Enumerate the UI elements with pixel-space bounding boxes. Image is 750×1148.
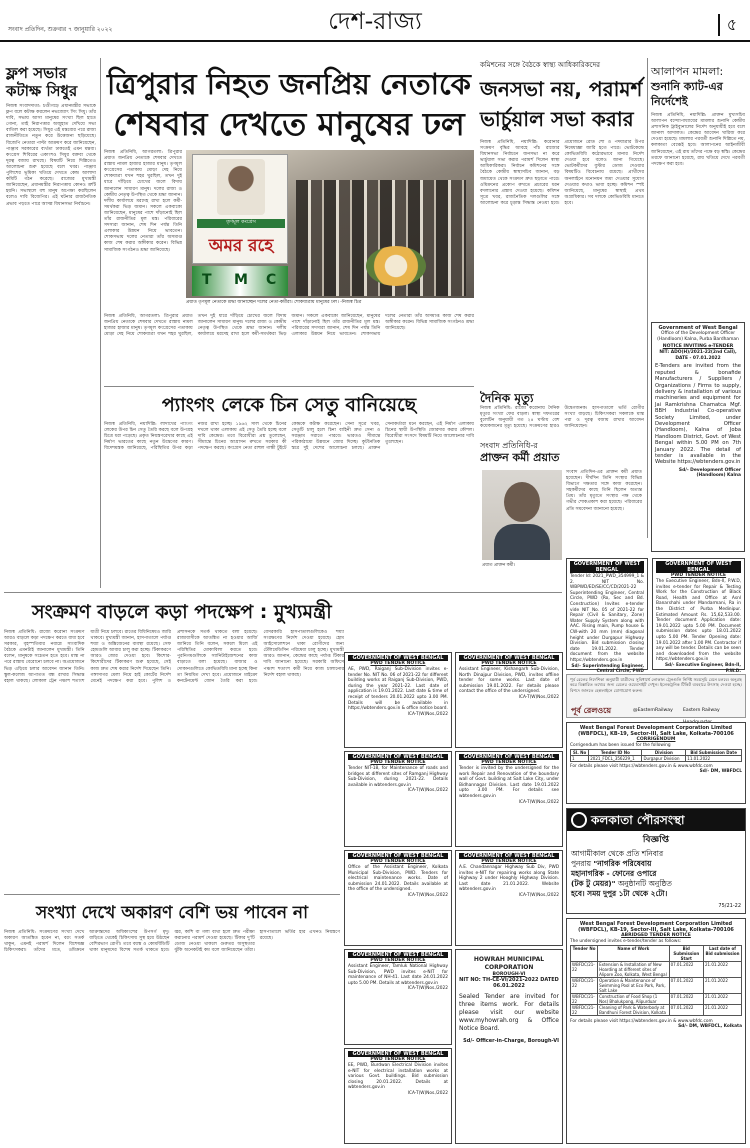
small-ad-head: PWD TENDER NOTICE xyxy=(370,1057,426,1062)
flag-letter-m: M xyxy=(234,272,248,288)
obit-body: নিজস্ব প্রতিনিধি: রাজ্যে করোনায় দৈনিক মৃত্যুর সংখ্যা ফের বাড়ল। স্বাস্থ্য দফতরের বুলেটিন অনুযায়ী গত ২৪ ঘণ্টায় বেশ কয়েকজনের মৃত্যু হয়েছে। সংক্রমণের হারও উদ্বেগজনক। হাসপাতালে ভর্তি রোগীর সংখ্যা বাড়ছে। চিকিৎসকরা সকলকে মাস্ক পরা ও দূরত্ব বজায় রাখার আবেদন জানিয়েছেন। xyxy=(480,406,644,430)
small-ad-govt: GOVERNMENT OF WEST BENGAL xyxy=(459,754,559,760)
col-divider-right xyxy=(647,58,648,538)
howrah-nit: NIT NO: TH-CE-VI/2021-2022 DATED 06.01.2022 xyxy=(459,977,559,989)
ad-wbfdcl-corrigendum xyxy=(566,722,746,804)
story-sidhu-title: ফ্লপ সভার কটাক্ষ সিধুর xyxy=(6,64,78,100)
cell: Cleaning of Park & Waterbody at Bandhuni Forest Division, Kolkata xyxy=(598,1004,669,1015)
tripura-body-cont xyxy=(104,314,474,382)
banner-text: অমর রহে xyxy=(208,236,274,256)
small-ad-head: PWD TENDER NOTICE xyxy=(481,859,537,864)
wbfdcl2-title: West Bengal Forest Development Corporation Limited (WBFDCL), KB-19, Sector-III, Salt Lake, Kolkata-700106 xyxy=(578,921,734,933)
cell: WBFDC/21-22 xyxy=(571,1004,598,1015)
wbfdcl1-cell-0: 1 xyxy=(571,755,589,761)
cell: 21.01.2022 xyxy=(703,1004,741,1015)
wbfdcl1-sign: Sd/- DM, WBFDCL xyxy=(699,769,742,775)
wbfdcl2-table xyxy=(570,945,742,1016)
table-row xyxy=(571,1004,742,1015)
wbfdcl1-cell-3: 11.01.2022 xyxy=(686,755,742,761)
wbfdcl1-col-3: Bid Submission Date xyxy=(686,749,742,755)
small-ad-head: PWD TENDER NOTICE xyxy=(481,760,537,765)
small-ad-ref: ICA-T(W)Nos./2022 xyxy=(518,799,559,805)
sankraman-title: সংক্রমণ বাড়লে কড়া পদক্ষেপ : মুখ্যমন্ত্রী xyxy=(32,601,332,623)
wbfdcl2-sign: Sd/- DM, WBFDCL, Kolkata xyxy=(678,1024,742,1030)
wbfdcl1-text: Corrigendum has been issued for the following xyxy=(570,743,671,748)
wbfdcl1-col-2: Division xyxy=(642,749,686,755)
small-ad-6 xyxy=(455,850,563,946)
masthead-rule xyxy=(0,40,750,42)
ad-handloom-tender xyxy=(651,322,745,552)
small-ad-ref: ICA-T(W)Nos./2022 xyxy=(407,788,448,794)
small-ad-govt: GOVERNMENT OF WEST BENGAL xyxy=(348,1051,448,1057)
wbfdcl1-cell-2: Durgapur Division xyxy=(642,755,686,761)
small-ad-1 xyxy=(344,652,452,748)
page-number: ৫ xyxy=(718,14,742,36)
small-ad-5 xyxy=(344,850,452,946)
wbfdcl1-more: For details please visit https://wbtenders.gov.in & www.wbfdc.com xyxy=(570,763,713,769)
small-ad-govt: GOVERNMENT OF WEST BENGAL xyxy=(459,853,559,859)
cell: 21.01.2022 xyxy=(703,977,741,993)
ad-howrah xyxy=(455,949,563,1144)
ad-handloom-nit: NIT: ADO(H)/2021-22(2nd Call), DATE - 07.01.2022 xyxy=(659,350,737,361)
small-ad-text: Tender is invited by the undersigned for the work Repair and Renovation of the boundary wall of Govt. building at Salt Lake City, under Bidhannagar Division. Last date 19.01.2022 upto 3.00 PM. For details see wbtenders.gov.in xyxy=(459,766,559,799)
masthead-date: সংবাদ প্রতিদিন, শুক্রবার ৭ জানুয়ারি ২০২২ xyxy=(8,26,113,33)
kmc-line5: অনুষ্ঠানটি অনুষ্ঠিত xyxy=(617,879,672,888)
flag-strip xyxy=(192,266,288,296)
tripura-caption: প্রয়াত তৃণমূল নেতাকে শ্রদ্ধা জানাচ্ছেন দলের নেতা-কর্মীরা। শোকযাত্রায় মানুষের ঢল। -নিজস্ব চিত্র xyxy=(186,300,362,305)
er-handle: @EasternRailway xyxy=(633,708,673,713)
small-ad-ref: ICA-T(W)Nos./2022 xyxy=(407,986,448,992)
story-sidhu-body: নিজস্ব সংবাদদাতা: চণ্ডীগড়ে প্রধানমন্ত্রীর সভাকে ফ্লপ বলে কটাক্ষ করলেন নভজ্যোৎ সিং সিধু। তাঁর দাবি, সভায় আসা মানুষের সংখ্যা ছিল হাতে গোনা, তাই নিরাপত্তার অজুহাত দেখিয়ে সভা বাতিল করা হয়েছে। সিধুর এই মন্তব্যের পরে রাজ্য রাজনীতিতে নতুন করে উত্তেজনা ছড়িয়েছে। বিজেপি নেতারা পাল্টা আক্রমণ করে জানিয়েছেন, পাঞ্জাব সরকারের ব্যর্থতা ঢাকতেই এমন মন্তব্য। কংগ্রেস শিবিরের একাংশও সিধুর বক্তব্য থেকে দূরত্ব বজায় রাখছে। বিষয়টি নিয়ে দিল্লিতেও আলোচনা শুরু হয়েছে বলে খবর। পাঞ্জাব পুলিশের ভূমিকা খতিয়ে দেখতে কেন্দ্র আলাদা কমিটি গঠন করেছে। রাজ্যের মুখ্যমন্ত্রী জানিয়েছেন, প্রধানমন্ত্রীর নিরাপত্তায় কোনও ত্রুটি হয়নি। সভাস্থলে বহু মানুষ অপেক্ষা করছিলেন বলেও দাবি বিজেপির। এই ঘটনার রাজনৈতিক প্রভাব পড়তে পারে আসন্ন বিধানসভা নির্বাচনে। xyxy=(6,104,96,207)
howrah-text: Sealed Tender are invited for three items work. For details please visit our website www.myhowrah.org & Office Notice Board. xyxy=(459,993,559,1033)
small-ad-govt: GOVERNMENT OF WEST BENGAL xyxy=(348,952,448,958)
small-ad-8 xyxy=(344,1048,452,1144)
alapan-title-2: শুনানি ক্যাট-এর xyxy=(651,80,723,93)
kmc-line2: পুনরায় xyxy=(571,859,591,868)
cell: Construction of Food Shop (1 Nos) Bhalukpong, Alipurduar xyxy=(598,993,669,1004)
person-body xyxy=(494,524,550,560)
ad-gwb-top2-govt: GOVERNMENT OF WEST BENGAL xyxy=(656,561,741,573)
wbfdcl2-more: For details please visit https://wbtenders.gov.in & www.wbfdc.com xyxy=(570,1018,713,1024)
ad-gwb-top2-notice: PWD TENDER NOTICE xyxy=(670,573,727,578)
wbfdcl2-sub: ABRIDGED TENDER NOTICE xyxy=(621,933,691,938)
small-ad-govt: GOVERNMENT OF WEST BENGAL xyxy=(348,754,448,760)
wbfdcl2-col-0: Tender No xyxy=(571,945,598,961)
cell: 21.01.2022 xyxy=(703,993,741,1004)
alapan-body: নিজস্ব প্রতিনিধি, নয়াদিল্লি: প্রাক্তন মুখ্যসচিব আলাপন বন্দ্যোপাধ্যায়ের মামলার শুনানি কেন্দ্রীয় প্রশাসনিক ট্রাইব্যুনালের নির্দেশ অনুযায়ীই হবে বলে জানাল আদালত। কেন্দ্রের আবেদন খারিজ করে দেওয়া হয়েছে। মামলার পরবর্তী শুনানি দিল্লিতে নয়, কলকাতা বেঞ্চেই হবে। আলাপনের আইনজীবী জানিয়েছেন, এই রায় তাঁদের পক্ষে বড় স্বস্তি। কেন্দ্রের তরফে জানানো হয়েছে, রায় খতিয়ে দেখে পরবর্তী পদক্ষেপ করা হবে। xyxy=(651,113,745,167)
small-ad-govt: GOVERNMENT OF WEST BENGAL xyxy=(348,853,448,859)
wbfdcl2-text: The undersigned invites e-tender/tender as follows: xyxy=(570,939,682,944)
story-sankhya xyxy=(4,896,340,1144)
kmc-quote: "নাগরিক পরিষেবায় xyxy=(593,859,652,868)
small-ad-3 xyxy=(344,751,452,847)
small-ad-head: PWD TENDER NOTICE xyxy=(370,661,426,666)
ad-gwb-top1-sign: Sd/- Superintending Engineer, Central Circle, PWD xyxy=(571,663,644,675)
portrait-icon xyxy=(217,159,265,215)
tripura-photo xyxy=(186,150,474,298)
kmc-logo-icon xyxy=(571,812,587,828)
small-ad-head: PWD TENDER NOTICE xyxy=(370,760,426,765)
masthead xyxy=(0,0,750,40)
ad-gwb-top2-text: The Executive Engineer, Bdn-II, P.W.D, invites e-tender for Repair & Testing Work for the Construction of Black Road, Health and Office at Asnl Banarshahi under Mandarmani, Ra in the District of Purba Medinipur. Estimated Amount Rs. 15,62,533.00. Tender document Application date: 19.01.2022 upto 5.00 PM. Document submission dates upto 18.01.2022 upto 5.00 PM. Tender Opening date: 19.01.2022 after 1.00 PM. Contractor if any will be tender. Details can be seen and downloaded from the website https://wbtenders.gov.in xyxy=(656,579,741,663)
ad-handloom-text: E-Tenders are invited from the reputed & bonafide Manufacturers / Suppliers / Organizations / Firms to supply, delivery & installation of various machineries and equipment for Jai Ramkrishna Chamatca Mgf. BBH Industrial Co-operative Society Limited, under Development Officer (Handloom), Kalna of Joba Handloom District, Govt. of West Bengal within 5.00 PM on 7th January 2022. The detail of tender is available in the Website https://wbtenders.gov.in xyxy=(655,363,741,466)
obit-photo xyxy=(482,470,562,560)
wbfdcl1-title: West Bengal Forest Development Corporation Limited (WBFDCL), KB-19, Sector-III, Salt Lake, Kolkata-700106 xyxy=(578,725,734,737)
small-ad-text: A.E. Chandannagar Highway Sub Div, PWD invites e-NIT for repairing works along State Highway 2 under Hooghly Highway Division. Last date 21.01.2022. Website wbtenders.gov.in xyxy=(459,865,559,893)
kmc-line1: আগামীকাল থেকে প্রতি শনিবার xyxy=(571,849,664,858)
story-tripura-headline xyxy=(104,64,474,146)
small-ad-text: Assistant Engineer, Kishangarh Sub-Division, North Dinajpur Division, PWD, invites offline tender for some works. Last date of submission 19.01.2022. For details please contact the office of the undersigned. xyxy=(459,667,559,695)
ad-gwb-top1-govt: GOVERNMENT OF WEST BENGAL xyxy=(570,561,644,573)
kmc-line6: হবে। সময় দুপুর ১টা থেকে ২টো। xyxy=(571,889,668,898)
flower-wreath xyxy=(366,246,426,286)
wbfdcl2-col-3: Last date of Bid submission xyxy=(703,945,741,961)
kmc-header xyxy=(567,809,745,831)
person-icon xyxy=(504,482,540,522)
sankhya-title: সংখ্যা দেখে অকারণ বেশি ভয় পাবেন না xyxy=(35,903,309,923)
tripura-body-col: নিজস্ব প্রতিনিধি, আগরতলা: ত্রিপুরার প্রয়াত জনপ্রিয় নেতাকে শেষবার দেখতে রাস্তায় নামল হাজার হাজার মানুষ। তৃণমূল কংগ্রেসের পতাকায় মোড়া দেহ নিয়ে শোকযাত্রা যখন শহর ঘুরছিল, তখন দুই ধারে দাঁড়িয়ে চোখের জলে বিদায় জানালেন সাধারণ মানুষ। দলের রাজ্য ও কেন্দ্রীয় নেতৃত্ব উপস্থিত থেকে শ্রদ্ধা জানান। দলীয় কার্যালয়ে মরদেহ রাখা হলে কর্মী-সমর্থকরা ভিড় জমান। সকলে একবাক্যে জানিয়েছেন, মানুষের পাশে দাঁড়ানোই ছিল তাঁর রাজনীতির মূল মন্ত্র। পরিবারের সদস্যরা জানান, শেষ দিন পর্যন্ত তিনি এলাকার উন্নয়ন নিয়ে ভাবতেন। শোকসভায় দলের নেতারা তাঁর অসমাপ্ত কাজ শেষ করার অঙ্গীকার করেন। বিভিন্ন সামাজিক সংগঠনও শ্রদ্ধা জানিয়েছে। xyxy=(104,150,182,253)
cell: 07.01.2022 xyxy=(669,977,703,993)
kmc-ref: 75/21-22 xyxy=(718,903,741,909)
cell: 07.01.2022 xyxy=(669,993,703,1004)
small-ad-govt: GOVERNMENT OF WEST BENGAL xyxy=(348,655,448,661)
wbfdcl2-col-1: Name of Work xyxy=(598,945,669,961)
wbfdcl2-col-2: Bid Submission Start xyxy=(669,945,703,961)
er-strip xyxy=(566,674,746,725)
obit-kicker: সংবাদ প্রতিনিধি-র xyxy=(480,441,538,450)
small-ad-ref: ICA-T(W)Nos./2022 xyxy=(407,1090,448,1096)
kmc-notice-word: বিজ্ঞপ্তি xyxy=(642,835,670,845)
sankraman-body: নিজস্ব প্রতিনিধি: রাজ্যে করোনা সংক্রমণ আরও বাড়লে কড়া পদক্ষেপ করতে বাধ্য হবে সরকার, বৃহস্পতিবার নবান্নে সাংবাদিক বৈঠকে এমনটাই জানালেন মুখ্যমন্ত্রী। তিনি বলেন, মানুষকে সচেতন হতে হবে। মাস্ক না পরে রাস্তায় বেরোনো চলবে না। অপ্রয়োজনে ভিড় এড়িয়ে চলার আবেদন জানান তিনি। স্কুল-কলেজ আপাতত বন্ধ রাখার সিদ্ধান্ত বহাল থাকছে। লোকাল ট্রেন পঞ্চাশ শতাংশ যাত্রী নিয়ে চলবে। রাতের বিধিনিষেধও জারি থাকবে। মুখ্যমন্ত্রী জানান, হাসপাতালে পর্যাপ্ত শয্যা ও অক্সিজেনের ব্যবস্থা রয়েছে। সেফ হোমগুলি আবার চালু করা হচ্ছে। টিকাকরণে আরও জোর দেওয়া হবে। কিশোর-কিশোরীদের টিকাকরণ শুরু হয়েছে, সেই কাজ দ্রুত শেষ করার নির্দেশ দিয়েছেন তিনি। গঙ্গাসাগর মেলা নিয়ে হাই কোর্টের নির্দেশ মেনেই পদক্ষেপ করা হবে। পুলিশ ও প্রশাসনকে সতর্ক থাকতে বলা হয়েছে। রাজ্যবাসীকে আতঙ্কিত না হওয়ার আর্জি জানিয়ে তিনি বলেন, সকলে মিলে এই পরিস্থিতির মোকাবিলা করতে হবে। পুরনিগমগুলিকে স্যানিটাইজেশনের কাজ বাড়াতে বলা হয়েছে। বাজার ও দোকানগুলিতে কোভিডবিধি মানা হচ্ছে কিনা তা নিয়মিত দেখা হবে। প্রয়োজনে মাইক্রো কনটেনমেন্ট জোন তৈরি করা হবে। বেসরকারি হাসপাতালগুলিকেও শয্যা সংরক্ষণের নির্দেশ দেওয়া হয়েছে। হোম আইসোলেশনে থাকা রোগীদের জন্য টেলিমেডিসিন পরিষেবা চালু হচ্ছে। মুখ্যমন্ত্রী আরও জানান, কেন্দ্রের কাছে পর্যাপ্ত টিকার দাবি জানানো হয়েছে। সরকারি অফিসে পঞ্চাশ শতাংশ কর্মী নিয়ে কাজ চালানোর নির্দেশ বহাল থাকছে। xyxy=(4,630,344,684)
small-ad-text: Office of the Assistant Engineer, Kolkata Municipal Sub-Division, PWD. Tenders for electrical maintenance works. Date of submission 24.01.2022. Details available at the office of the undersigned. xyxy=(348,865,448,893)
rule-sankhya xyxy=(4,894,340,895)
small-ad-text: Assistant Engineer, Tamluk National Highway Sub-Division, PWD invites e-NIT for maintenance of NH-41. Last date 24.01.2022 upto 5.00 PM. Details at wbtenders.gov.in xyxy=(348,964,448,986)
wbfdcl1-sub: CORRIGENDUM xyxy=(636,737,676,742)
ad-gwb-top1 xyxy=(566,558,648,675)
er-name: পূর্ব রেলওয়ে xyxy=(571,706,612,715)
jansabha-title-1: জনসভা নয়, পরামর্শ xyxy=(480,77,643,101)
cell: WBFDC/21-22 xyxy=(571,961,598,977)
small-ad-text: EE, PWD, Burdwan Electrical Division invites e-NIT for electrical installation works at various Govt. buildings. Bid submission closing 20.01.2022. Details at wbtenders.gov.in xyxy=(348,1063,448,1091)
alapan-title-1: আলাপন মামলা: xyxy=(651,65,724,78)
wbfdcl1-cell-1: 2021_FDCL_356229_1 xyxy=(589,755,642,761)
table-row xyxy=(571,977,742,993)
small-ad-head: PWD TENDER NOTICE xyxy=(370,859,426,864)
ad-handloom-office: Office of the Development Officer (Handloom) Kalna, Purba Bardhaman xyxy=(657,331,739,342)
small-ad-govt: GOVERNMENT OF WEST BENGAL xyxy=(459,655,559,661)
kmc-notice xyxy=(566,808,746,914)
rule-sankraman xyxy=(4,592,562,593)
flag-letter-c: C xyxy=(266,272,277,288)
wbfdcl1-table xyxy=(570,749,742,762)
small-ad-head: PWD TENDER NOTICE xyxy=(481,661,537,666)
small-ad-ref: ICA-T(W)Nos./2022 xyxy=(518,694,559,700)
tripura-title-2: শেষবার দেখতে মানুষের ঢল xyxy=(113,105,465,143)
small-ad-ref: ICA-T(W)Nos./2022 xyxy=(407,711,448,717)
story-alapan xyxy=(651,64,745,304)
howrah-addr: BOROUGH-VI xyxy=(492,972,526,977)
ad-gwb-top2-sign: Sd/- Executive Engineer, Bdn-II, P.W.D. xyxy=(664,662,741,674)
jansabha-body: নিজস্ব প্রতিনিধি, নয়াদিল্লি: করোনার সংক্রমণ বৃদ্ধির আবহে পাঁচ রাজ্যের বিধানসভা নির্বাচনে জনসভা না করে ভার্চুয়াল সভা করার পরামর্শ দিলেন স্বাস্থ্য আধিকারিকরা। নির্বাচন কমিশনের সঙ্গে বৈঠকে কেন্দ্রীয় স্বাস্থ্যসচিব জানান, বড় জমায়েত থেকে সংক্রমণ দ্রুত ছড়াতে পারে। ওমিক্রনের প্রকোপ রুখতে প্রচারের ধরন বদলানোর প্রস্তাব দেওয়া হয়েছে। কমিশন সূত্রে খবর, রাজনৈতিক দলগুলির সঙ্গে আলোচনা করে চূড়ান্ত সিদ্ধান্ত নেওয়া হবে। প্রয়োজনে রোড শো ও পদযাত্রার উপর নিষেধাজ্ঞা জারি হতে পারে। ভোটকেন্দ্রে কোভিডবিধি কঠোরভাবে মানার নির্দেশ দেওয়া হবে বলেও জানা গিয়েছে। ভোটকর্মীদের বুস্টার ডোজ দেওয়ার বিষয়টিও বিবেচনায় রয়েছে। প্রার্থীদের অনলাইনে মনোনয়ন জমা দেওয়ার সুযোগ দেওয়ার কথাও ভাবা হচ্ছে। কমিশন স্পষ্ট জানিয়েছে, মানুষের স্বাস্থ্যই প্রথম অগ্রাধিকার। সব দলকে কোভিডবিধি মানতে হবে। xyxy=(480,140,644,206)
ad-wbfdcl-abridged xyxy=(566,918,746,1144)
small-ad-ref: ICA-T(W)Nos./2022 xyxy=(518,892,559,898)
jansabha-title-2: ভার্চুয়াল সভা করার xyxy=(480,107,634,131)
cell: WBFDC/21-22 xyxy=(571,993,598,1004)
small-ad-head: PWD TENDER NOTICE xyxy=(370,958,426,963)
obit-body2: সংবাদ প্রতিদিন-এর প্রাক্তন কর্মী প্রয়াত হয়েছেন। দীর্ঘদিন তিনি সংস্থার বিভিন্ন বিভাগে দক্ষতার সঙ্গে কাজ করেছেন। সহকর্মীদের কাছে তিনি ছিলেন অত্যন্ত প্রিয়। তাঁর মৃত্যুতে সংস্থার পক্ষ থেকে গভীর শোকপ্রকাশ করা হয়েছে। পরিবারের প্রতি সমবেদনা জানানো হয়েছে। xyxy=(566,470,642,512)
story-jansabha xyxy=(480,60,644,390)
ad-handloom-govt: Government of West Bengal xyxy=(658,325,738,331)
small-ad-text: Tender NIT-18, for Maintenance of roads and bridges at different sites of Ramganj Highway Sub-Division, during 2021-22. Details available in wbtenders.gov.in xyxy=(348,766,448,788)
obit-title: দৈনিক মৃত্যু xyxy=(480,391,534,405)
pangong-title: প্যাংগং লেকে চিন সেতু বানিয়েছে xyxy=(161,394,417,416)
tripura-body-cont-text: নিজস্ব প্রতিনিধি, আগরতলা: ত্রিপুরার প্রয়াত জনপ্রিয় নেতাকে শেষবার দেখতে রাস্তায় নামল হাজার হাজার মানুষ। তৃণমূল কংগ্রেসের পতাকায় মোড়া দেহ নিয়ে শোকযাত্রা যখন শহর ঘুরছিল, তখন দুই ধারে দাঁড়িয়ে চোখের জলে বিদায় জানালেন সাধারণ মানুষ। দলের রাজ্য ও কেন্দ্রীয় নেতৃত্ব উপস্থিত থেকে শ্রদ্ধা জানান। দলীয় কার্যালয়ে মরদেহ রাখা হলে কর্মী-সমর্থকরা ভিড় জমান। সকলে একবাক্যে জানিয়েছেন, মানুষের পাশে দাঁড়ানোই ছিল তাঁর রাজনীতির মূল মন্ত্র। পরিবারের সদস্যরা জানান, শেষ দিন পর্যন্ত তিনি এলাকার উন্নয়ন নিয়ে ভাবতেন। শোকসভায় দলের নেতারা তাঁর অসমাপ্ত কাজ শেষ করার অঙ্গীকার করেন। বিভিন্ন সামাজিক সংগঠনও শ্রদ্ধা জানিয়েছে। xyxy=(104,314,474,338)
story-sidhu xyxy=(6,64,96,584)
small-ad-ref: ICA-T(W)Nos./2022 xyxy=(407,892,448,898)
small-ad-2 xyxy=(455,652,563,748)
ad-gwb-top1-text: Tender Id: 2021_PWD_354999_1 & 2. NIT No. WBPWD/ED/SE/CC/CD/2021-22 Superintending Engineer, Central Circle, PWD (Ro, Sec and Bd. Construction) Invites e-tender vide NIT No. 05 of 2021-22 for Repair (Civil & Sanitary, Zone) Water Supply System along with AAC. Rising main, Pump house & CW-with 20 mm (mm) diagonal height under Durgapur Highway Division. Bid submission closing date 19.01.2022. Tender document from the website https://wbtenders.gov.in xyxy=(570,574,644,663)
pangong-body: নিজস্ব প্রতিনিধি, নয়াদিল্লি: লাদাখের প্যাংগং লেকের উপর চিন সেতু তৈরি করছে বলে উপগ্রহ চিত্রে ধরা পড়েছে। প্রকৃত নিয়ন্ত্রণরেখার কাছে এই নির্মাণ ভারতের কাছে নতুন উদ্বেগের কারণ। বিদেশমন্ত্রক জানিয়েছে, পরিস্থিতির উপর কড়া নজর রাখা হচ্ছে। ১৯৬২ সাল থেকে চিনের দখলে থাকা এলাকায় এই সেতু তৈরি হচ্ছে বলে দাবি কেন্দ্রের। তবে বিরোধীরা প্রশ্ন তুলেছেন, সীমান্তে চিনের আগ্রাসন রুখতে সরকার কী পদক্ষেপ করছে। কংগ্রেস নেতা রাহুল গান্ধী টুইটে কেন্দ্রকে কটাক্ষ করেছেন। সেনা সূত্রে খবর, সেতুটি চালু হলে চিনা বাহিনী দ্রুত সেনা ও সরঞ্জাম সরাতে পারবে। ভারতও সীমান্তে পরিকাঠামো উন্নয়নে জোর দিচ্ছে। কূটনৈতিক স্তরে দুই দেশের আলোচনা চলছে। প্রাক্তন সেনাকর্তারা মনে করছেন, এই নির্মাণ এলাকায় চিনের স্থায়ী উপস্থিতি জোরদার করার কৌশল। বিরোধীরা সংসদে বিষয়টি নিয়ে আলোচনার দাবি তুলেছেন। xyxy=(104,422,474,452)
cell: WBFDC/21-22 xyxy=(571,977,598,993)
howrah-sign: Sd/- Officer-in-Charge, Borough-VI xyxy=(463,1038,559,1045)
table-row xyxy=(571,993,742,1004)
er-tag: Eastern Railway Headquarter xyxy=(683,708,720,725)
flag-letter-t: T xyxy=(202,272,212,288)
cell: Operation & Maintenance of Swimming Pool at Eco Park, Park, Salt Lake xyxy=(598,977,669,993)
kmc-body xyxy=(571,849,743,909)
alapan-title-3: নির্দেশেই xyxy=(651,95,688,108)
er-strip-text: পূর্ব রেলের নির্দেশিকা অনুযায়ী যাত্রীদের সুবিধার্থে লোকাল ট্রেনগুলি নির্দিষ্ট সময়সূচি মেনে চলবে। অনুগ্রহ করে বিস্তারিত তথ্যের জন্য রেলের ওয়েবসাইট দেখুন। ইলেকট্রনিক টিকিট ব্যবহারে উৎসাহ দেওয়া হচ্ছে। বিশদে জানতে হেল্পলাইনে যোগাযোগ করুন। xyxy=(570,677,742,693)
ad-handloom-notice: NOTICE INVITING e-TENDER xyxy=(662,344,734,350)
small-ad-7 xyxy=(344,949,452,1045)
ad-handloom-sign: Sd/- Development Officer (Handloom) Kalna xyxy=(678,467,741,479)
tribute-banner xyxy=(192,154,288,264)
cell: 07.01.2022 xyxy=(669,1004,703,1015)
kmc-line4: (টক টু মেয়র)" xyxy=(571,879,616,888)
small-ad-4 xyxy=(455,751,563,847)
rule-pangong xyxy=(104,386,474,387)
ad-gwb-top2 xyxy=(652,558,745,674)
obit-caption: প্রয়াত প্রাক্তন কর্মী। xyxy=(482,563,515,568)
obit-head: প্রাক্তন কর্মী প্রয়াত xyxy=(480,451,560,464)
story-pangong xyxy=(104,388,474,588)
section-title: দেশ-রাজ্য xyxy=(328,7,422,35)
kmc-line3: মহানাগরিক - ফোনের ওপারে xyxy=(571,869,657,878)
banner-sub: তৃণমূল কংগ্রেস xyxy=(197,219,285,228)
kmc-name: কলকাতা পৌরসংস্থা xyxy=(591,813,685,827)
col-divider xyxy=(100,58,101,588)
sankhya-body: নিজস্ব প্রতিনিধি: সংক্রমণের সংখ্যা দেখে অকারণ আতঙ্কিত হবেন না, বরং সতর্ক থাকুন, এমনই পরামর্শ দিলেন বিশেষজ্ঞ চিকিৎসকরা। তাঁদের মতে, ওমিক্রনে আক্রান্তদের অধিকাংশের উপসর্গ মৃদু। বাড়িতে থেকেই চিকিৎসায় সুস্থ হয়ে উঠছেন বেশিরভাগ রোগী। তবে বয়স্ক ও কোমর্বিডিটি থাকা মানুষদের বিশেষ সতর্ক থাকতে হবে। জ্বর, কাশি বা গলা ব্যথা হলে দ্রুত পরীক্ষা করানোর পরামর্শ দেওয়া হয়েছে। টিকার দু'টি ডোজ নেওয়া থাকলে গুরুতর অসুস্থতার ঝুঁকি অনেকটাই কম বলে জানিয়েছেন তাঁরা। হাসপাতালে ভর্তির হার এখনও নিয়ন্ত্রণে রয়েছে। xyxy=(4,930,340,954)
cell: 21.01.2022 xyxy=(703,961,741,977)
jansabha-kicker: কমিশনের সঙ্গে বৈঠকে স্বাস্থ্য আধিকারিকদের xyxy=(480,61,600,69)
cell: 07.01.2022 xyxy=(669,961,703,977)
wbfdcl1-col-0: Sl. No xyxy=(571,749,589,755)
table-row xyxy=(571,961,742,977)
cell: Extension & Installation of New Hoarding at different sites of Alipore Zoo, Kolkata, West Bengal xyxy=(598,961,669,977)
tripura-title-1: ত্রিপুরার নিহত জনপ্রিয় নেতাকে xyxy=(107,67,471,101)
howrah-name: HOWRAH MUNICIPAL CORPORATION xyxy=(473,956,545,971)
wbfdcl1-col-1: Tender ID No xyxy=(589,749,642,755)
small-ad-text: AE, PWD, Raiganj Sub-Division invites e-tender No. NIT No. 06 of 2021-22 for different building works at Raiganj Sub-Division, PWD, during the year 2021-22. Last date of application is 19.01.2022. Last date & time of receipt of tenders 20.01.2022 upto 3.00 PM. Details will be available in https://wbtenders.gov.in & office notice board. xyxy=(348,667,448,712)
